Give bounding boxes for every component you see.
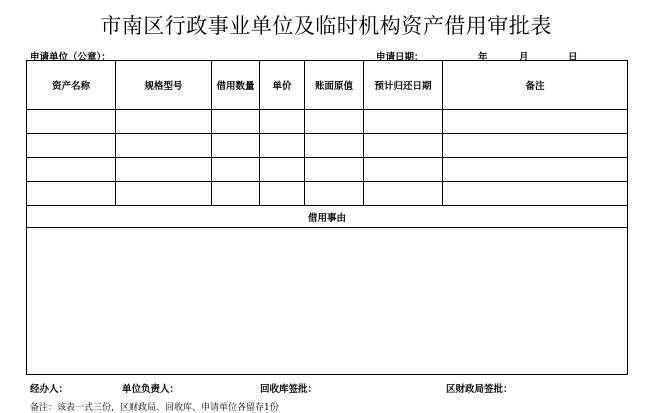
table-cell[interactable] xyxy=(27,110,116,134)
table-cell[interactable] xyxy=(364,110,443,134)
table-cell[interactable] xyxy=(116,182,212,206)
table-cell[interactable] xyxy=(212,134,260,158)
table-cell[interactable] xyxy=(27,158,116,182)
table-cell[interactable] xyxy=(116,110,212,134)
warehouse-approval-label: 回收库签批： xyxy=(260,384,318,395)
date-year-label: 年 xyxy=(478,52,488,63)
application-date-label: 申请日期： xyxy=(376,52,424,63)
reason-body-row xyxy=(27,228,628,375)
table-cell[interactable] xyxy=(305,182,364,206)
date-day-label: 日 xyxy=(568,52,578,63)
borrow-reason-label: 借用事由 xyxy=(27,206,628,228)
header-row xyxy=(27,61,628,110)
table-row xyxy=(27,134,628,158)
table-cell[interactable] xyxy=(260,158,305,182)
unit-head-signature-label: 单位负责人： xyxy=(122,384,180,395)
table-cell[interactable] xyxy=(364,134,443,158)
table-cell[interactable] xyxy=(260,182,305,206)
footnote: 备注：该表一式三份，区财政局、回收库、申请单位各留存1份 xyxy=(30,403,279,413)
table-cell[interactable] xyxy=(305,110,364,134)
table-cell[interactable] xyxy=(305,134,364,158)
table-cell[interactable] xyxy=(212,158,260,182)
col-header-return-date: 预计归还日期 xyxy=(364,61,443,110)
table-cell[interactable] xyxy=(364,182,443,206)
table-cell[interactable] xyxy=(260,134,305,158)
table-cell[interactable] xyxy=(443,182,628,206)
table-cell[interactable] xyxy=(116,134,212,158)
col-header-book-value: 账面原值 xyxy=(305,61,364,110)
finance-bureau-approval-label: 区财政局签批： xyxy=(446,384,513,395)
table-cell[interactable] xyxy=(27,134,116,158)
table-row xyxy=(27,110,628,134)
col-header-spec-model: 规格型号 xyxy=(116,61,212,110)
table-cell[interactable] xyxy=(260,110,305,134)
col-header-quantity: 借用数量 xyxy=(212,61,260,110)
date-month-label: 月 xyxy=(519,52,529,63)
table-cell[interactable] xyxy=(443,110,628,134)
reason-header-row xyxy=(27,206,628,228)
asset-borrow-table xyxy=(26,60,628,375)
table-cell[interactable] xyxy=(212,182,260,206)
table-row xyxy=(27,182,628,206)
form-title: 市南区行政事业单位及临时机构资产借用审批表 xyxy=(100,14,552,38)
table-cell[interactable] xyxy=(443,134,628,158)
table-cell[interactable] xyxy=(443,158,628,182)
applicant-unit-label: 申请单位（公章）： xyxy=(30,52,111,63)
handler-signature-label: 经办人： xyxy=(30,384,69,395)
table-row xyxy=(27,158,628,182)
col-header-unit-price: 单价 xyxy=(260,61,305,110)
table-cell[interactable] xyxy=(27,182,116,206)
borrow-reason-field[interactable] xyxy=(27,228,628,375)
col-header-remarks: 备注 xyxy=(443,61,628,110)
col-header-asset-name: 资产名称 xyxy=(27,61,116,110)
table-cell[interactable] xyxy=(116,158,212,182)
table-cell[interactable] xyxy=(212,110,260,134)
table-cell[interactable] xyxy=(364,158,443,182)
table-cell[interactable] xyxy=(305,158,364,182)
